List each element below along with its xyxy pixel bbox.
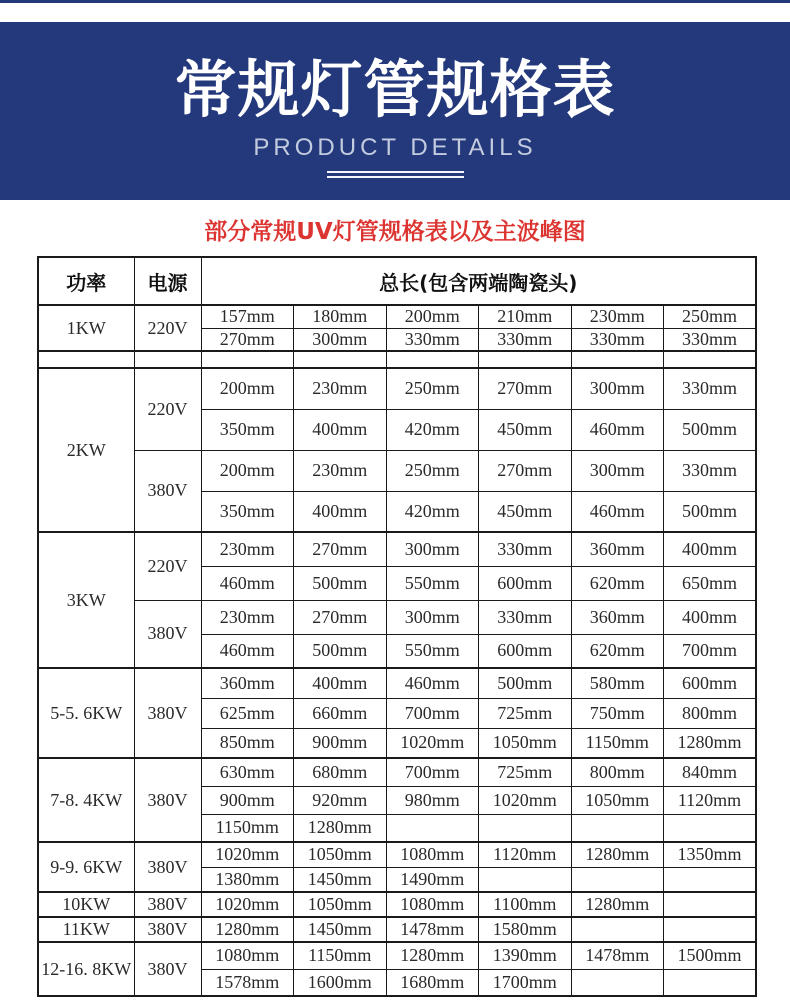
voltage-cell: 220V (134, 532, 201, 600)
spacer-cell (134, 351, 201, 368)
length-cell: 210mm (479, 305, 572, 328)
table-row (38, 368, 756, 409)
length-cell: 250mm (386, 450, 479, 491)
length-cell: 350mm (201, 409, 294, 450)
col-header-power: 功率 (38, 257, 134, 305)
length-cell: 1050mm (571, 786, 664, 814)
length-cell: 1390mm (479, 942, 572, 969)
length-cell: 200mm (386, 305, 479, 328)
table-row (38, 917, 756, 942)
length-cell: 230mm (294, 368, 387, 409)
length-cell: 200mm (201, 368, 294, 409)
top-accent-strip (0, 0, 790, 3)
length-cell: 850mm (201, 728, 294, 758)
voltage-cell: 220V (134, 368, 201, 450)
length-cell: 1020mm (386, 728, 479, 758)
table-row (38, 450, 756, 491)
length-cell: 920mm (294, 786, 387, 814)
length-cell: 620mm (571, 566, 664, 600)
length-cell: 500mm (294, 634, 387, 668)
length-cell: 1350mm (664, 842, 757, 867)
power-cell: 12-16. 8KW (38, 942, 134, 996)
length-cell: 580mm (571, 668, 664, 698)
length-cell: 1280mm (664, 728, 757, 758)
table-row (38, 842, 756, 867)
col-header-supply: 电源 (134, 257, 201, 305)
length-cell: 600mm (479, 566, 572, 600)
length-cell: 1478mm (571, 942, 664, 969)
spacer-cell (201, 351, 294, 368)
length-cell: 230mm (294, 450, 387, 491)
length-cell: 840mm (664, 758, 757, 786)
length-cell: 900mm (294, 728, 387, 758)
length-cell: 330mm (479, 600, 572, 634)
length-cell: 1150mm (201, 814, 294, 842)
length-cell (479, 867, 572, 892)
length-cell (664, 917, 757, 942)
col-header-length: 总长(包含两端陶瓷头) (201, 257, 756, 305)
spacer-cell (479, 351, 572, 368)
length-cell: 400mm (294, 491, 387, 532)
power-cell: 5-5. 6KW (38, 668, 134, 758)
length-cell: 1450mm (294, 867, 387, 892)
table-row (38, 305, 756, 328)
length-cell: 650mm (664, 566, 757, 600)
length-cell: 1478mm (386, 917, 479, 942)
banner-divider (327, 171, 464, 178)
length-cell: 725mm (479, 698, 572, 728)
table-row (38, 600, 756, 634)
length-cell: 460mm (201, 566, 294, 600)
length-cell: 1120mm (479, 842, 572, 867)
length-cell: 1280mm (294, 814, 387, 842)
length-cell: 350mm (201, 491, 294, 532)
length-cell: 360mm (571, 532, 664, 566)
length-cell: 1500mm (664, 942, 757, 969)
length-cell: 550mm (386, 566, 479, 600)
spacer-cell (571, 351, 664, 368)
length-cell: 500mm (664, 409, 757, 450)
length-cell: 750mm (571, 698, 664, 728)
length-cell (664, 814, 757, 842)
length-cell: 300mm (294, 328, 387, 351)
length-cell: 1150mm (571, 728, 664, 758)
length-cell (571, 867, 664, 892)
length-cell: 500mm (664, 491, 757, 532)
length-cell: 600mm (664, 668, 757, 698)
length-cell: 360mm (571, 600, 664, 634)
spacer-cell (664, 351, 757, 368)
power-cell: 3KW (38, 532, 134, 668)
length-cell: 250mm (664, 305, 757, 328)
length-cell: 300mm (386, 532, 479, 566)
power-cell: 10KW (38, 892, 134, 917)
length-cell: 500mm (294, 566, 387, 600)
length-cell: 400mm (294, 668, 387, 698)
length-cell: 460mm (386, 668, 479, 698)
length-cell: 157mm (201, 305, 294, 328)
length-cell: 270mm (479, 368, 572, 409)
length-cell: 1600mm (294, 969, 387, 996)
length-cell: 1050mm (479, 728, 572, 758)
length-cell: 330mm (479, 532, 572, 566)
length-cell: 1578mm (201, 969, 294, 996)
length-cell (664, 969, 757, 996)
voltage-cell: 380V (134, 668, 201, 758)
length-cell: 400mm (664, 532, 757, 566)
power-cell: 11KW (38, 917, 134, 942)
banner (0, 22, 790, 200)
length-cell: 680mm (294, 758, 387, 786)
length-cell: 270mm (479, 450, 572, 491)
length-cell: 1680mm (386, 969, 479, 996)
length-cell: 725mm (479, 758, 572, 786)
length-cell: 1280mm (201, 917, 294, 942)
power-cell: 2KW (38, 368, 134, 532)
length-cell: 1700mm (479, 969, 572, 996)
table-row (38, 758, 756, 786)
length-cell: 500mm (479, 668, 572, 698)
length-cell (664, 867, 757, 892)
length-cell: 420mm (386, 491, 479, 532)
length-cell: 230mm (571, 305, 664, 328)
length-cell: 330mm (664, 368, 757, 409)
voltage-cell: 380V (134, 600, 201, 668)
length-cell: 1280mm (571, 842, 664, 867)
length-cell: 460mm (571, 409, 664, 450)
spec-table (37, 256, 757, 997)
length-cell: 330mm (571, 328, 664, 351)
spacer-row (38, 351, 756, 368)
length-cell: 1100mm (479, 892, 572, 917)
voltage-cell: 380V (134, 942, 201, 996)
length-cell: 625mm (201, 698, 294, 728)
spacer-cell (38, 351, 134, 368)
length-cell: 330mm (664, 328, 757, 351)
voltage-cell: 380V (134, 758, 201, 842)
length-cell: 450mm (479, 491, 572, 532)
voltage-cell: 220V (134, 305, 201, 351)
length-cell: 700mm (386, 698, 479, 728)
length-cell: 900mm (201, 786, 294, 814)
length-cell: 330mm (479, 328, 572, 351)
length-cell: 330mm (664, 450, 757, 491)
length-cell: 400mm (664, 600, 757, 634)
power-cell: 9-9. 6KW (38, 842, 134, 892)
length-cell: 400mm (294, 409, 387, 450)
length-cell: 1380mm (201, 867, 294, 892)
length-cell (571, 969, 664, 996)
length-cell: 230mm (201, 600, 294, 634)
length-cell: 1280mm (386, 942, 479, 969)
length-cell: 1080mm (386, 892, 479, 917)
length-cell: 460mm (201, 634, 294, 668)
table-row (38, 532, 756, 566)
length-cell: 230mm (201, 532, 294, 566)
length-cell (664, 892, 757, 917)
length-cell: 630mm (201, 758, 294, 786)
length-cell: 300mm (386, 600, 479, 634)
length-cell: 300mm (571, 450, 664, 491)
length-cell: 180mm (294, 305, 387, 328)
length-cell: 270mm (294, 532, 387, 566)
power-cell: 7-8. 4KW (38, 758, 134, 842)
spacer-cell (294, 351, 387, 368)
length-cell: 200mm (201, 450, 294, 491)
length-cell: 420mm (386, 409, 479, 450)
length-cell (571, 814, 664, 842)
table-row (38, 942, 756, 969)
length-cell: 360mm (201, 668, 294, 698)
length-cell: 1050mm (294, 842, 387, 867)
power-cell: 1KW (38, 305, 134, 351)
length-cell: 250mm (386, 368, 479, 409)
length-cell: 1020mm (201, 842, 294, 867)
voltage-cell: 380V (134, 842, 201, 892)
spacer-cell (386, 351, 479, 368)
page-title: 常规灯管规格表 (174, 53, 616, 126)
length-cell: 460mm (571, 491, 664, 532)
table-row (38, 668, 756, 698)
length-cell: 1580mm (479, 917, 572, 942)
length-cell: 980mm (386, 786, 479, 814)
length-cell: 270mm (294, 600, 387, 634)
length-cell: 1050mm (294, 892, 387, 917)
length-cell (571, 917, 664, 942)
length-cell: 550mm (386, 634, 479, 668)
length-cell: 800mm (571, 758, 664, 786)
length-cell: 1020mm (201, 892, 294, 917)
length-cell (386, 814, 479, 842)
voltage-cell: 380V (134, 450, 201, 532)
length-cell: 700mm (386, 758, 479, 786)
length-cell: 800mm (664, 698, 757, 728)
length-cell: 700mm (664, 634, 757, 668)
length-cell: 1450mm (294, 917, 387, 942)
voltage-cell: 380V (134, 892, 201, 917)
length-cell: 300mm (571, 368, 664, 409)
length-cell: 620mm (571, 634, 664, 668)
length-cell: 1080mm (386, 842, 479, 867)
voltage-cell: 380V (134, 917, 201, 942)
length-cell: 450mm (479, 409, 572, 450)
length-cell: 1490mm (386, 867, 479, 892)
length-cell: 1280mm (571, 892, 664, 917)
length-cell: 1080mm (201, 942, 294, 969)
length-cell: 600mm (479, 634, 572, 668)
banner-subtitle: PRODUCT DETAILS (253, 134, 537, 162)
section-title: 部分常规UV灯管规格表以及主波峰图 (204, 219, 586, 245)
length-cell: 1120mm (664, 786, 757, 814)
table-row (38, 892, 756, 917)
length-cell: 330mm (386, 328, 479, 351)
header-row (38, 257, 756, 305)
length-cell: 1020mm (479, 786, 572, 814)
length-cell (479, 814, 572, 842)
length-cell: 1150mm (294, 942, 387, 969)
length-cell: 660mm (294, 698, 387, 728)
length-cell: 270mm (201, 328, 294, 351)
